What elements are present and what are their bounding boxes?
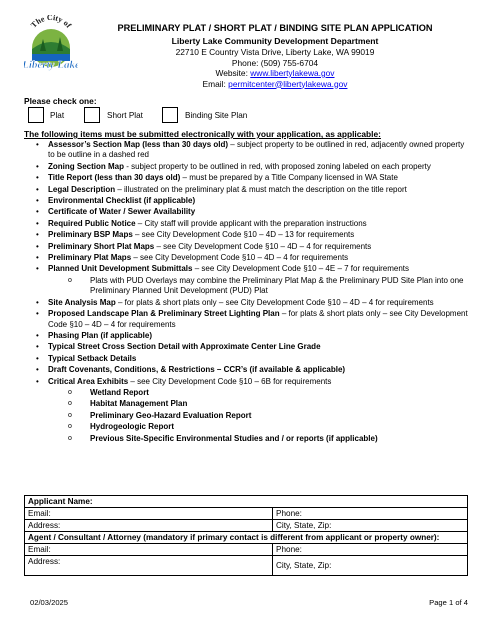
logo-bottom-text: Liberty Lake [24, 59, 78, 71]
bullet-icon: • [36, 173, 39, 183]
list-item [24, 253, 468, 263]
item-description: Plats with PUD Overlays may combine the Preliminary Plat Map & the Preliminary PUD Site Plan into one Preliminary Planned Unit Development (PUD) Plat [90, 275, 464, 296]
requirements-title: The following items must be submitted electronically with your application, as applicable: [24, 129, 381, 139]
bullet-icon: • [36, 218, 39, 228]
application-type-options [28, 107, 468, 125]
list-item [24, 230, 468, 240]
item-description: – see City Development Code §10 – 4E – 7 for requirements [192, 264, 410, 274]
item-title: Planned Unit Development Submittals [48, 264, 193, 274]
item-title: Typical Street Cross Section Detail with Approximate Center Line Grade [48, 342, 321, 352]
list-item [24, 196, 468, 206]
list-item [24, 298, 468, 308]
circle-bullet-icon: o [68, 388, 72, 396]
binding-site-plan-label: Binding Site Plan [185, 111, 248, 120]
sub-list-item [24, 276, 468, 297]
list-item [24, 342, 468, 352]
item-title: Site Analysis Map [48, 297, 116, 307]
bullet-icon: • [36, 264, 39, 274]
list-item [24, 207, 468, 217]
item-title: Hydrogeologic Report [90, 422, 175, 432]
agent-email-phone-row [25, 543, 467, 555]
agent-phone-field[interactable]: Phone: [276, 545, 302, 554]
sub-list-item [24, 434, 468, 444]
revision-date: 02/03/2025 [30, 598, 69, 607]
item-title: Required Public Notice [48, 218, 136, 228]
list-item [24, 377, 468, 387]
address-row [25, 519, 467, 531]
list-item [24, 162, 468, 172]
bullet-icon: • [36, 342, 39, 352]
list-item [24, 365, 468, 375]
item-title: Typical Setback Details [48, 353, 137, 363]
logo-top-text: The City of [29, 15, 74, 30]
department-address: 22710 E Country Vista Drive, Liberty Lake, WA 99019 [175, 47, 375, 57]
item-title: Certificate of Water / Sewer Availability [48, 207, 196, 217]
applicant-city-state-zip-field[interactable]: City, State, Zip: [276, 521, 332, 530]
item-description: - subject property to be outlined in red, with proposed zoning labeled on each property [124, 161, 431, 171]
page-number: Page 1 of 4 [429, 598, 468, 607]
sub-list-item [24, 399, 468, 409]
list-item [24, 242, 468, 252]
bullet-icon: • [36, 161, 39, 171]
list-item [24, 264, 468, 274]
website-label: Website: [215, 68, 251, 78]
bullet-icon: • [36, 241, 39, 251]
bullet-icon: • [36, 330, 39, 340]
bullet-icon: • [36, 253, 39, 263]
circle-bullet-icon: o [68, 434, 72, 442]
requirements-list [24, 140, 468, 445]
applicant-info-table [24, 495, 468, 576]
check-one-label: Please check one: [24, 96, 97, 106]
item-description: – City staff will provide applicant with the preparation instructions [135, 218, 367, 228]
bullet-icon: • [36, 297, 39, 307]
item-title: Preliminary Short Plat Maps [48, 241, 155, 251]
email-phone-row [25, 507, 467, 519]
item-description: – illustrated on the preliminary plat & must match the description on the title report [115, 184, 407, 194]
svg-text:The City of [29, 15, 73, 30]
circle-bullet-icon: o [68, 423, 72, 431]
item-title: Phasing Plan (if applicable) [48, 330, 153, 340]
circle-bullet-icon: o [68, 276, 72, 284]
bullet-icon: • [36, 353, 39, 363]
sub-list-item [24, 411, 468, 421]
document-header [82, 22, 468, 89]
item-description: – for plats & short plats only – see City Development Code §10 – 4D – 4 for requirements [115, 297, 434, 307]
department-name: Liberty Lake Community Development Department [171, 36, 379, 46]
email-label: Email: [202, 78, 229, 89]
department-phone: Phone: (509) 755-6704 [231, 57, 319, 68]
bullet-icon: • [36, 140, 39, 149]
applicant-name-row [25, 496, 467, 507]
list-item [24, 185, 468, 195]
item-title: Environmental Checklist (if applicable) [48, 196, 196, 206]
item-description: – see City Development Code §10 – 4D – 13 for requirements [132, 230, 355, 240]
short-plat-label: Short Plat [107, 111, 143, 120]
item-description: – subject property to be outlined in red, adjacently owned property to be outline in a dashed red [48, 140, 465, 160]
department-email [82, 79, 468, 90]
item-title: Proposed Landscape Plan & Preliminary Street Lighting Plan [48, 309, 280, 319]
plat-checkbox[interactable] [28, 107, 44, 123]
agent-row [25, 531, 467, 543]
agent-city-state-zip-field[interactable]: City, State, Zip: [276, 561, 332, 570]
bullet-icon: • [36, 365, 39, 375]
applicant-address-field[interactable]: Address: [25, 520, 273, 531]
item-title: Previous Site-Specific Environmental Studies and / or reports (if applicable) [90, 433, 378, 443]
short-plat-checkbox[interactable] [84, 107, 100, 123]
item-description: – see City Development Code §10 – 4D – 4 for requirements [154, 241, 372, 251]
item-description: – must be prepared by a Title Company licensed in WA State [180, 173, 398, 183]
applicant-phone-field[interactable]: Phone: [276, 509, 302, 518]
agent-address-row [25, 555, 467, 575]
binding-site-plan-checkbox[interactable] [162, 107, 178, 123]
item-description: – see City Development Code §10 – 4D – 4 for requirements [131, 253, 349, 263]
list-item [24, 219, 468, 229]
email-link[interactable]: permitcenter@libertylakewa.gov [228, 78, 348, 89]
bullet-icon: • [36, 376, 39, 386]
applicant-name-field[interactable]: Applicant Name: [28, 497, 93, 506]
sub-list-item [24, 388, 468, 398]
sub-list-item [24, 422, 468, 432]
item-title: Zoning Section Map [48, 161, 124, 171]
item-title: Preliminary Geo-Hazard Evaluation Report [90, 410, 252, 420]
applicant-email-field[interactable]: Email: [25, 508, 273, 519]
list-item [24, 331, 468, 341]
item-title: Preliminary Plat Maps [48, 253, 132, 263]
list-item [24, 173, 468, 183]
circle-bullet-icon: o [68, 400, 72, 408]
list-item [24, 309, 468, 330]
document-title: PRELIMINARY PLAT / SHORT PLAT / BINDING SITE PLAN APPLICATION [117, 23, 433, 33]
list-item [24, 354, 468, 364]
item-title: Habitat Management Plan [90, 399, 188, 409]
circle-bullet-icon: o [68, 411, 72, 419]
item-title: Legal Description [48, 184, 116, 194]
bullet-icon: • [36, 230, 39, 240]
item-description: – see City Development Code §10 – 6B for requirements [128, 376, 332, 386]
bullet-icon: • [36, 196, 39, 206]
bullet-icon: • [36, 184, 39, 194]
bullet-icon: • [36, 207, 39, 217]
item-description: – for plats & short plats only – see City Development Code §10 – 4D – 4 for requirements [48, 309, 468, 329]
item-title: Assessor’s Section Map (less than 30 days old) [48, 140, 229, 149]
item-title: Wetland Report [90, 387, 149, 397]
agent-field[interactable]: Agent / Consultant / Attorney (mandatory if primary contact is different from applicant or property owner): [28, 533, 440, 542]
agent-address-field[interactable]: Address: [25, 556, 273, 575]
website-link[interactable]: www.libertylakewa.gov [250, 68, 335, 78]
item-title: Critical Area Exhibits [48, 376, 129, 386]
plat-label: Plat [50, 111, 65, 120]
bullet-icon: • [36, 309, 39, 319]
list-item [24, 140, 468, 161]
department-website [82, 68, 468, 79]
item-title: Preliminary BSP Maps [48, 230, 133, 240]
item-title: Title Report (less than 30 days old) [48, 173, 181, 183]
item-title: Draft Covenants, Conditions, & Restrictions – CCR’s (if available & applicable) [48, 365, 346, 375]
city-logo [24, 15, 78, 79]
agent-email-field[interactable]: Email: [25, 544, 273, 555]
